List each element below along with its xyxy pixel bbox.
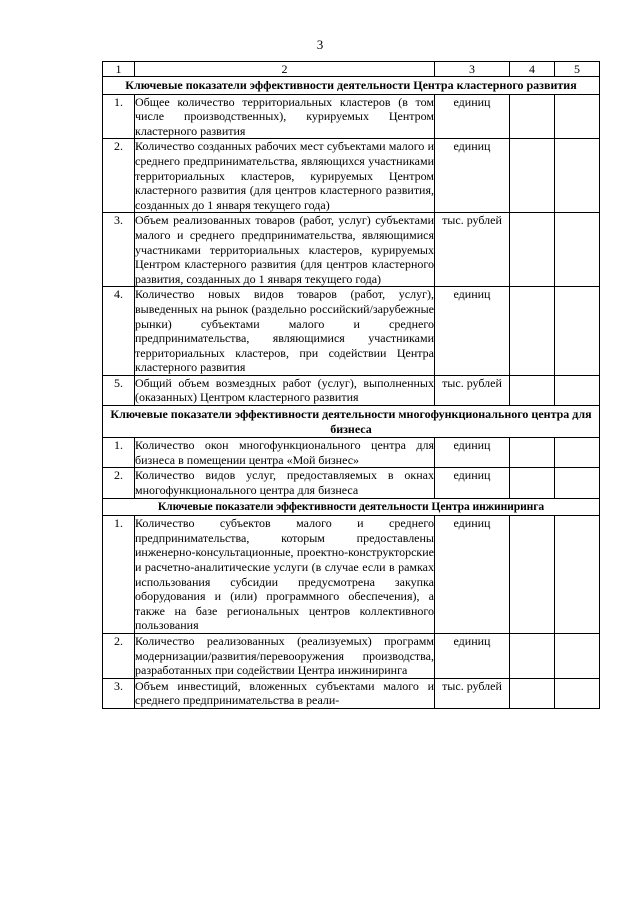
indicator-text: Количество новых видов товаров (работ, услуг), выведенных на рынок (раздельно российский/зарубежные рынки) субъектами малого и среднего предпринимательства, являющимися участниками территориальных кластеров, при содействии Центра кластерного развития <box>135 287 434 375</box>
row-number: 1. <box>103 438 135 468</box>
indicator-text: Количество субъектов малого и среднего предпринимательства, которым предоставлены инженерно-консультационные, проектно-конструкторские и расчетно-аналитические услуги (в случае если в рамках использования субсидии предусмотрена закупка оборудования и (или) программного обеспечения), а также на базе региональных центров коллективного пользования <box>135 516 434 633</box>
kpi-table <box>102 61 600 709</box>
empty-cell-col4 <box>510 213 555 287</box>
empty-cell-col4 <box>510 287 555 376</box>
table-row <box>103 139 600 213</box>
indicator-text: Общее количество территориальных кластеров (в том числе производственных), курируемых Центром кластерного развития <box>135 94 434 138</box>
indicator-text: Общий объем возмездных работ (услуг), выполненных (оказанных) Центром кластерного развития <box>135 375 434 405</box>
unit-cell: единиц <box>435 633 510 678</box>
indicator-text: Объем инвестиций, вложенных субъектами малого и среднего предпринимательства в реали- <box>135 678 434 708</box>
indicator-text: Количество окон многофункционального центра для бизнеса в помещении центра «Мой бизнес» <box>135 438 434 467</box>
section-heading-cluster-center <box>103 77 600 95</box>
row-number: 2. <box>103 139 135 213</box>
page-number: 3 <box>316 37 324 52</box>
empty-cell-col4 <box>510 678 555 708</box>
empty-cell-col5 <box>555 213 600 287</box>
table-row <box>103 678 600 708</box>
column-header-4: 4 <box>510 62 555 77</box>
table-row <box>103 375 600 405</box>
indicator-text: Объем реализованных товаров (работ, услуг) субъектами малого и среднего предпринимательства, являющимися участниками территориальных кластеров, курируемых Центром кластерного развития (для центров кластерного развития, созданных до 1 января текущего года) <box>135 213 434 286</box>
empty-cell-col5 <box>555 375 600 405</box>
empty-cell-col5 <box>555 94 600 139</box>
empty-cell-col5 <box>555 516 600 634</box>
section-heading-engineering-center <box>103 498 600 516</box>
empty-cell-col4 <box>510 139 555 213</box>
row-number: 1. <box>103 516 135 634</box>
indicator-text: Количество видов услуг, предоставляемых в окнах многофункционального центра для бизнеса <box>135 468 434 498</box>
row-number: 3. <box>103 213 135 287</box>
unit-cell: единиц <box>435 139 510 213</box>
empty-cell-col4 <box>510 468 555 498</box>
column-header-row <box>103 62 600 77</box>
column-header-3: 3 <box>435 62 510 77</box>
unit-cell: единиц <box>435 438 510 468</box>
table-row <box>103 94 600 139</box>
row-number: 4. <box>103 287 135 376</box>
unit-cell: единиц <box>435 516 510 634</box>
row-number: 1. <box>103 94 135 139</box>
indicator-text: Количество созданных рабочих мест субъектами малого и среднего предпринимательства, являющихся участниками территориальных кластеров, курируемых Центром кластерного развития (для центров кластерного развития, созданных до 1 января текущего года) <box>135 139 434 212</box>
empty-cell-col4 <box>510 375 555 405</box>
unit-cell: единиц <box>435 287 510 376</box>
empty-cell-col4 <box>510 516 555 634</box>
row-number: 2. <box>103 468 135 498</box>
empty-cell-col5 <box>555 139 600 213</box>
unit-cell: единиц <box>435 468 510 498</box>
table-row <box>103 213 600 287</box>
empty-cell-col5 <box>555 287 600 376</box>
section-title: Ключевые показатели эффективности деятельности Центра инжиниринга <box>103 498 600 516</box>
empty-cell-col5 <box>555 633 600 678</box>
table-row <box>103 633 600 678</box>
empty-cell-col4 <box>510 633 555 678</box>
table-row <box>103 516 600 634</box>
row-number: 3. <box>103 678 135 708</box>
empty-cell-col5 <box>555 468 600 498</box>
section-heading-business-center <box>103 406 600 438</box>
column-header-1: 1 <box>103 62 135 77</box>
indicator-text: Количество реализованных (реализуемых) программ модернизации/развития/перевооружения производства, разработанных при содействии Центра инжиниринга <box>135 633 434 678</box>
table-row <box>103 438 600 468</box>
section-title: Ключевые показатели эффективности деятельности Центра кластерного развития <box>103 77 600 95</box>
section-title: Ключевые показатели эффективности деятельности многофункционального центра для бизнеса <box>103 406 600 438</box>
unit-cell: тыс. рублей <box>435 213 510 287</box>
table-row <box>103 287 600 376</box>
empty-cell-col4 <box>510 438 555 468</box>
column-header-2: 2 <box>135 62 435 77</box>
empty-cell-col4 <box>510 94 555 139</box>
table-row <box>103 468 600 498</box>
unit-cell: тыс. рублей <box>435 375 510 405</box>
row-number: 2. <box>103 633 135 678</box>
unit-cell: единиц <box>435 94 510 139</box>
empty-cell-col5 <box>555 678 600 708</box>
empty-cell-col5 <box>555 438 600 468</box>
column-header-5: 5 <box>555 62 600 77</box>
row-number: 5. <box>103 375 135 405</box>
unit-cell: тыс. рублей <box>435 678 510 708</box>
